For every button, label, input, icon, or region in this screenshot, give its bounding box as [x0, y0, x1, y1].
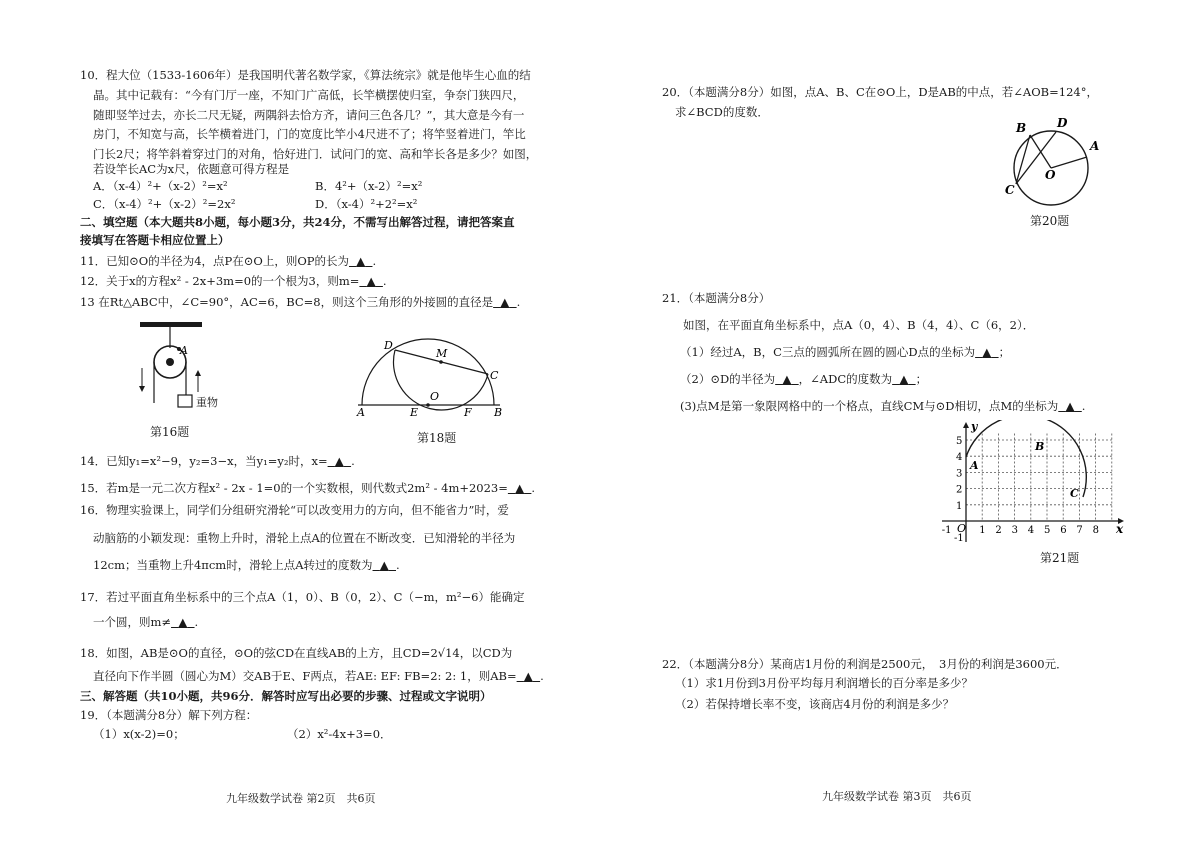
q21-part2a-text: （2）⊙D的半径为	[680, 372, 776, 386]
q18-blank	[517, 667, 540, 686]
q10-option-d: D．（x-4）²+2²=x²	[315, 197, 418, 211]
q13-text: 13 在Rt△ABC中，∠C=90°，AC=6，BC=8，则这个三角形的外接圆的直径是	[80, 295, 494, 309]
q17-blank	[171, 613, 194, 632]
fig18-label-e: E	[410, 406, 419, 419]
fig18-label-c: C	[490, 369, 499, 382]
blank-mark: ▲	[1065, 399, 1075, 413]
q10-line4: 房门，不知宽与高，长竿横着进门，门的宽度比竿小4尺进不了；将竿竖着进门，竿比	[93, 127, 526, 141]
blank-mark: ▲	[899, 372, 909, 386]
fig18-label-m: M	[436, 347, 448, 360]
fig21-x-tick-label: 4	[1027, 525, 1035, 536]
q14-blank	[328, 452, 351, 471]
q20-line2: 求∠BCD的度数．	[675, 105, 769, 119]
fig20-label-d: D	[1057, 116, 1068, 130]
q22-part2: （2）若保持增长率不变，该商店4月份的利润是多少？	[675, 697, 955, 711]
blank-mark: ▲	[500, 295, 510, 309]
blank-mark: ▲	[515, 481, 525, 495]
q10-line5: 门长2尺；将竿斜着穿过门的对角，恰好进门．试问门的宽、高和竿长各是多少？如图，	[93, 147, 538, 161]
fig20-label-c: C	[1005, 183, 1015, 197]
fig16-weight-label: 重物	[196, 396, 218, 409]
q10-option-b: B．4²+（x-2）²=x²	[315, 179, 423, 193]
q10-option-c: C．（x-4）²+（x-2）²=2x²	[93, 197, 236, 211]
figure-18-semicircle	[348, 332, 513, 422]
q14-text: 14．已知y₁=x²−9，y₂=3−x，当y₁=y₂时，x=	[80, 454, 328, 468]
fig21-x-tick-label: 2	[995, 525, 1002, 536]
fig18-label-o: O	[430, 390, 440, 403]
q22: 22．（本题满分8分）某商店1月份的利润是2500元， 3月份的利润是3600元．	[662, 657, 1068, 671]
q21-part2: （2）⊙D的半径为 ▲ ，∠ADC的度数为 ▲ ；	[680, 370, 927, 389]
fig18-label-f: F	[464, 406, 472, 419]
blank-mark: ▲	[356, 254, 366, 268]
fig21-x-label: x	[1116, 522, 1124, 536]
q17-line1: 17．若过平面直角坐标系中的三个点A（1，0）、B（0，2）、C（−m，m²−6）能确定	[80, 590, 525, 604]
blank-mark: ▲	[178, 615, 188, 629]
q12-blank	[359, 272, 382, 291]
q18-text: 直径向下作半圆（圆心为M）交AB于E、F两点，若AE: EF: FB=2: 2: 1，则AB=	[93, 669, 517, 683]
fig21-y-tick-label: 5	[956, 436, 963, 447]
fig20-label-a: A	[1090, 139, 1100, 153]
q10-line2: 晶。其中记载有：“今有门厅一座，不知门广高低，长竿横摆使归室，争奈门狭四尺，	[93, 88, 525, 102]
section3-heading: 三、解答题（共10小题，共96分．解答时应写出必要的步骤、过程或文字说明）	[80, 689, 492, 703]
q18-line2: 直径向下作半圆（圆心为M）交AB于E、F两点，若AE: EF: FB=2: 2: 1，则AB= ▲ .	[93, 667, 544, 686]
pulley-mount	[140, 322, 202, 327]
q13: 13 在Rt△ABC中，∠C=90°，AC=6，BC=8，则这个三角形的外接圆的直径是 ▲ .	[80, 293, 520, 312]
q14: 14．已知y₁=x²−9，y₂=3−x，当y₁=y₂时，x= ▲ .	[80, 452, 355, 471]
fig21-x-tick-label: 6	[1060, 525, 1067, 536]
q21-part2a-blank	[775, 370, 798, 389]
q16-blank	[373, 556, 396, 575]
fig21-label-a: A	[970, 459, 979, 472]
q21-part1-blank	[975, 343, 998, 362]
fig21-y-label: y	[971, 420, 978, 433]
q16-line2: 动脑筋的小颖发现：重物上升时，滑轮上点A的位置在不断改变．已知滑轮的半径为	[93, 531, 516, 545]
q21-part1-text: （1）经过A，B，C三点的圆弧所在圆的圆心D点的坐标为	[680, 345, 976, 359]
down-arrow-icon	[139, 386, 145, 392]
q10-option-a: A．（x-4）²+（x-2）²=x²	[93, 179, 228, 193]
fig18-caption: 第18题	[417, 431, 457, 445]
figure-20-circle	[1005, 112, 1115, 212]
fig21-label-b: B	[1035, 440, 1045, 453]
q12: 12．关于x的方程x² - 2x+3m=0的一个根为3，则m= ▲ .	[80, 272, 387, 291]
fig20-label-b: B	[1016, 121, 1027, 135]
fig16-caption: 第16题	[150, 425, 190, 439]
fig21-x-tick-label: 7	[1076, 525, 1083, 536]
q10-line3: 随即竖竿过去，亦长二尺无疑，两隅斜去恰方齐，请问三色各几？”，其大意是今有一	[93, 108, 525, 122]
blank-mark: ▲	[334, 454, 344, 468]
fig18-label-b: B	[494, 406, 503, 419]
up-arrow-icon	[195, 370, 201, 376]
q21-part3-text: (3)点M是第一象限网格中的一个格点，直线CM与⊙D相切，点M的坐标为	[680, 399, 1059, 413]
fig20-label-o: O	[1045, 168, 1056, 182]
q20-line1: 20．（本题满分8分）如图，点A、B、C在⊙O上，D是AB的中点，若∠AOB=124°，	[662, 85, 1098, 99]
fig21-y-tick-label: 2	[956, 484, 963, 496]
q11: 11．已知⊙O的半径为4，点P在⊙O上，则OP的长为 ▲ .	[80, 252, 376, 271]
fig21-label-c: C	[1070, 487, 1079, 500]
q16-text: 12cm；当重物上升4πcm时，滑轮上点A转过的度数为	[93, 558, 373, 572]
q19: 19．（本题满分8分）解下列方程：	[80, 708, 258, 722]
q18-line1: 18．如图，AB是⊙O的直径，⊙O的弦CD在直线AB的上方，且CD=2√14，以CD为	[80, 646, 513, 660]
figure-21-coordinate-grid	[940, 420, 1125, 548]
weight-box	[178, 395, 192, 407]
fig21-x-tick-label: 3	[1011, 525, 1018, 536]
blank-mark: ▲	[366, 274, 376, 288]
fig20-chord-cb	[1016, 135, 1030, 184]
fig21-y-tick-label: 1	[956, 500, 963, 512]
q21-title: 21．（本题满分8分）	[662, 291, 771, 305]
q21-part1: （1）经过A，B，C三点的圆弧所在圆的圆心D点的坐标为 ▲ ；	[680, 343, 1010, 362]
q21-part3-blank	[1058, 397, 1081, 416]
fig18-point-m	[439, 360, 443, 364]
fig21-y-tick-label: 4	[956, 452, 963, 464]
q11-blank	[349, 252, 372, 271]
section2-heading-line2: 接填写在答题卡相应位置上）	[80, 233, 230, 247]
q21-part3: (3)点M是第一象限网格中的一个格点，直线CM与⊙D相切，点M的坐标为 ▲ .	[680, 397, 1085, 416]
fig20-radius-oa	[1051, 157, 1087, 168]
q19-part2: （2）x²-4x+3=0．	[287, 727, 392, 741]
q19-part1: （1）x(x-2)=0；	[93, 727, 185, 741]
fig21-arc-abc	[966, 420, 1086, 497]
q17-line2: 一个圆，则m≠ ▲ .	[93, 613, 198, 632]
q15: 15．若m是一元二次方程x² - 2x - 1=0的一个实数根，则代数式2m² - 4m+2023= ▲ .	[80, 479, 535, 498]
q21-part2b-text: ，∠ADC的度数为	[798, 372, 893, 386]
fig21-x-tick-label: 8	[1092, 525, 1099, 536]
section2-heading-line1: 二、填空题（本大题共8小题，每小题3分，共24分，不需写出解答过程，请把答案直	[80, 215, 515, 229]
fig21-y-tick-label: 3	[956, 468, 963, 480]
fig21-x-tick-label: -1	[941, 525, 952, 536]
fig21-x-tick-label: 1	[979, 525, 986, 536]
pulley-axle	[166, 358, 174, 366]
q21-part2b-blank	[892, 370, 915, 389]
q12-text: 12．关于x的方程x² - 2x+3m=0的一个根为3，则m=	[80, 274, 360, 288]
fig18-semicircle-arc	[362, 339, 494, 405]
fig16-label-a: A	[180, 344, 188, 357]
q10-line6: 若设竿长AC为x尺，依题意可得方程是	[93, 162, 290, 176]
q22-part1: （1）求1月份到3月份平均每月利润增长的百分率是多少？	[675, 676, 973, 690]
q10-line1: 10．程大位（1533-1606年）是我国明代著名数学家，《算法统宗》就是他毕生心血的结	[80, 68, 531, 82]
fig21-y-tick-label: -1	[954, 533, 964, 545]
q11-text: 11．已知⊙O的半径为4，点P在⊙O上，则OP的长为	[80, 254, 349, 268]
blank-mark: ▲	[523, 669, 533, 683]
fig21-caption: 第21题	[1040, 551, 1080, 565]
right-page-footer: 九年级数学试卷 第3页 共6页	[822, 790, 972, 803]
q15-text: 15．若m是一元二次方程x² - 2x - 1=0的一个实数根，则代数式2m² - 4m+2023=	[80, 481, 508, 495]
fig21-origin-label: O	[957, 522, 967, 535]
fig21-y-arrow-icon	[963, 422, 969, 428]
left-page-footer: 九年级数学试卷 第2页 共6页	[226, 792, 376, 805]
q13-blank	[493, 293, 516, 312]
q21-intro: 如图，在平面直角坐标系中，点A（0，4）、B（4，4）、C（6，2）．	[683, 318, 1035, 332]
q17-text: 一个圆，则m≠	[93, 615, 172, 629]
q16-line1: 16．物理实验课上，同学们分组研究滑轮“可以改变用力的方向，但不能省力”时，爱	[80, 503, 509, 517]
fig21-x-tick-label: 5	[1044, 525, 1051, 536]
blank-mark: ▲	[982, 345, 992, 359]
blank-mark: ▲	[379, 558, 389, 572]
fig20-caption: 第20题	[1030, 214, 1070, 228]
fig18-label-a: A	[357, 406, 365, 419]
blank-mark: ▲	[782, 372, 792, 386]
q15-blank	[508, 479, 531, 498]
q16-line3: 12cm；当重物上升4πcm时，滑轮上点A转过的度数为 ▲ .	[93, 556, 400, 575]
fig18-point-o	[426, 403, 430, 407]
right-page	[600, 0, 1200, 859]
fig18-label-d: D	[384, 339, 393, 352]
figure-16-pulley	[120, 318, 240, 416]
